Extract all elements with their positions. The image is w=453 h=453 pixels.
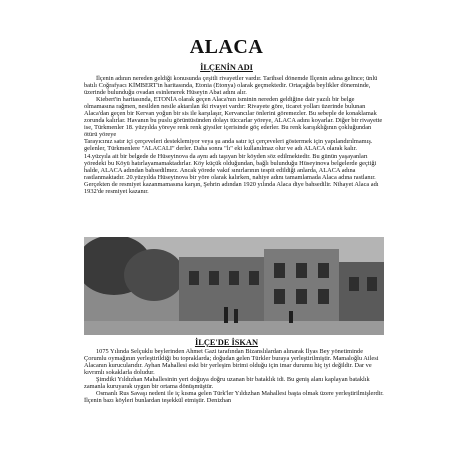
paragraph: gelenler, Türkmenlere "ALACALI" derler. Daha sonra "lı" eki kullanılmaz olur ve adı ALACA olarak kalır. 14.yüzyıla ait bir belgede de Hüseyinova da aynı adı taşıyan bir köyden söz edilmektedir. Bu günün yaşayanları yöredeki bu Köyü hatırlayamamaktadırlar. Köy küçük olduğundan, bağlı bulunduğu Hüseyinova belgelerde geçtiği halde, ALACA adından bahsedilmez. Ancak yörede vakıf sınırlarının tespit edildiği anlarda, ALACA adına rastlanmaktadır. 20.yüzyılda Hüseyinova bir yöre olarak kalırken, nahiye adını tamamlamada Alaca adına rastlanır. Gerçekten de resmiyet kazanmamasına karşın, Şehrin adından 1920 yılında Alaca diye bahsedilir. Nihayet Alaca adı 1932'de resmiyet kazanır. [84, 145, 379, 195]
section-title-ilcede-iskan: İLÇE'DE İSKAN [194, 338, 259, 347]
section-ilcede-iskan-body [84, 348, 384, 404]
paragraph: Kiebert'in haritasında, ETONİA olarak geçen Alaca'nın isminin nereden geldiğine dair yazılı bir belge olmamasına rağmen, nesilden nesile aktarılan iki rivayet vardır: Rivayete göre, ticaret yolları üzerinde bulunan Alaca'dan geçen bir Kervan yoğun bir sis ile karşılaşır, Kervancılar önlerini göremezler. Bu sebeple de konaklamak zorunda kalırlar. Havanın bu puslu görüntüsünden dolayı tüccarlar yöreye, ALACA adını koyarlar. Diğer bir rivayette ise, Türkmenler 18. yüzyılda yöreye renk renk giysiler içerisinde göç ederler. Bu renk karışıklığının çokluğundan ötürü yöreye [84, 96, 383, 139]
paragraph: Şimdiki Yıldızhan Mahallesinin yeri doğuya doğru uzanan bir bataklık idi. Bu geniş alanı kaplayan bataklık zamanla kuruyarak uygun bir ortama dönüşmüştür. [84, 376, 370, 391]
alaca-street-photo [84, 237, 384, 335]
photo-illustration [84, 237, 384, 335]
section-title-ilcenin-adi: İLÇENİN ADI [200, 63, 253, 72]
paragraph: Osmanlı Rus Savaşı nedeni ile iç kısma gelen Türk'ler Yıldızhan Mahallesi başta olmak üzere yerleştirilmişlerdir. İlçenin bazı köyleri bunlardan teşekkül etmiştir. Denizhan [84, 390, 384, 405]
paragraph: İlçenin adının nereden geldiği konusunda çeşitli rivayetler vardır. Tarihsel dönemde İlçenin adına gelince; ünlü batılı Coğrafyacı KİMBERT'in haritasında, Etonia (Etonya) olarak geçmektedir. Ortaçağda beylikler döneminde, üzerinde bulunduğu ovadan esinlenerek Hüseyin Abat adını alır. [84, 75, 378, 97]
iframe-fallback-note: Tarayıcınız satır içi çerçeveleri desteklemiyor veya şu anda satır içi çerçeveleri göstermek için yapılandırılmamış. [84, 138, 373, 146]
document-title: ALACA [189, 36, 264, 58]
section-ilcenin-adi-body [84, 75, 384, 195]
paragraph: 1075 Yılında Selçuklu beylerinden Ahmet Gazi tarafından Bizanslılardan alınarak İlyas Bey yönetiminde Çorumlu oymağının yerleştirildiği bu topraklarda; doğudan gelen Türkler buraya yerleştirilmiştir. Mamaloğlu Ailesi Alacanın kurucularıdır. Ayhan Mahallesi eski bir yerleşim birimi olduğu için imar durumu hiç iyi değildir. Dar ve kıvrımlı sokaklarla doludur. [84, 348, 379, 377]
